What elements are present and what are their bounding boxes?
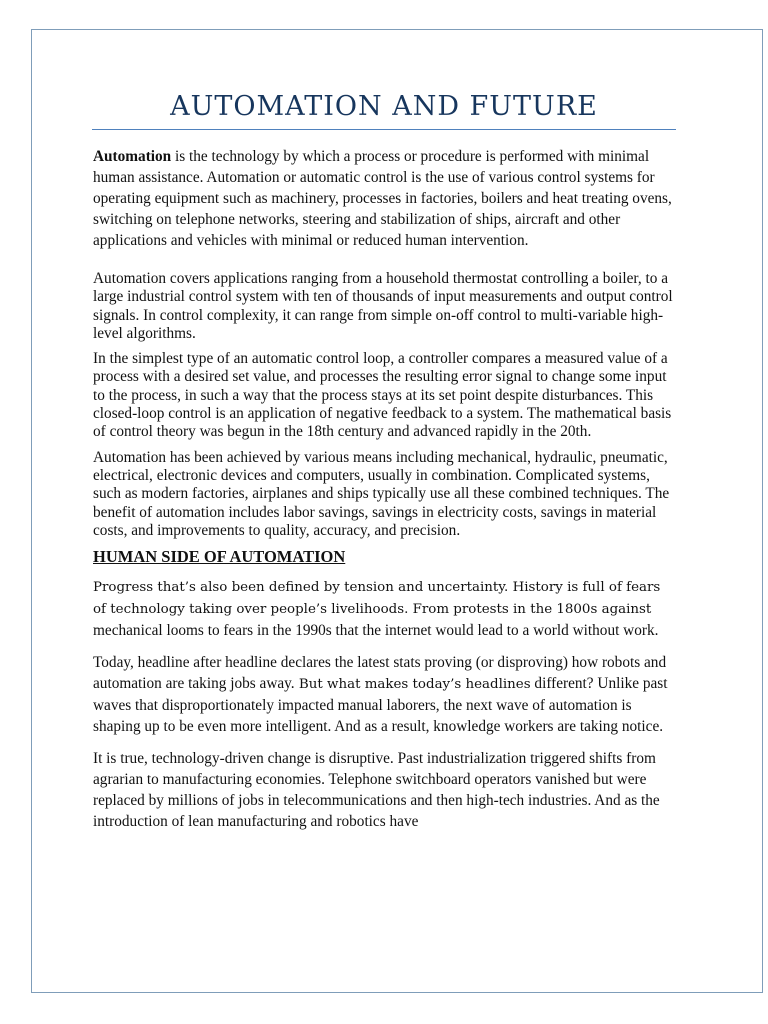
progress-text: mechanical looms to fears in the 1990s that the internet would lead to a world without work. — [93, 622, 659, 640]
paragraph-progress — [93, 576, 675, 641]
document-body — [93, 146, 675, 832]
paragraph-today — [93, 652, 675, 737]
today-text-rest: different? Unlike past waves that disproportionately impacted manual laborers, the next wave of automation is shaping up to be even more intelligent. And as a result, knowledge workers are taking notice. — [93, 675, 668, 736]
title-rule — [92, 129, 676, 130]
term-automation: Automation — [93, 148, 172, 165]
paragraph-disruptive: It is true, technology-driven change is disruptive. Past industrialization triggered shifts from agrarian to manufacturing economies. Telephone switchboard operators vanished but were replaced by millions of jobs in telecommunications and then high-tech industries. And as the introduction of lean manufacturing and robotics have — [93, 750, 660, 831]
today-text-alt: But what makes today’s headlines — [294, 677, 531, 693]
progress-text-alt: Progress that’s also been defined by tension and uncertainty. History is full of fears of technology taking over people’s livelihoods. From protests in the 1800s against — [93, 580, 661, 618]
definition-text: is the technology by which a process or procedure is performed with minimal human assistance. Automation or automatic control is the use of various control systems for operating equipment such as machinery, processes in factories, boilers and heat treating ovens, switching on telephone networks, steering and stabilization of ships, aircraft and other applications and vehicles with minimal or reduced human intervention. — [93, 148, 672, 249]
today-text-start: Today, headline after headline declares the latest stats proving (or disproving) how robots and automation are taking jobs away. — [93, 654, 667, 693]
paragraph-applications: Automation covers applications ranging from a household thermostat controlling a boiler, to a large industrial control system with ten of thousands of input measurements and output control signals. In control complexity, it can range from simple on-off control to multi-variable high-level algorithms. — [93, 270, 673, 342]
page-title: AUTOMATION AND FUTURE — [170, 91, 598, 122]
paragraph-definition — [93, 146, 675, 251]
paragraph-control-loop: In the simplest type of an automatic control loop, a controller compares a measured value of a process with a desired set value, and processes the resulting error signal to change some input to the process, in such a way that the process stays at its set point despite disturbances. This closed-loop control is an application of negative feedback to a system. The mathematical basis of control theory was begun in the 18th century and advanced rapidly in the 20th. — [93, 350, 672, 441]
section-heading: HUMAN SIDE OF AUTOMATION — [93, 547, 346, 567]
paragraph-means: Automation has been achieved by various means including mechanical, hydraulic, pneumatic, electrical, electronic devices and computers, usually in combination. Complicated systems, such as modern factories, airplanes and ships typically use all these combined techniques. The benefit of automation includes labor savings, savings in electricity costs, savings in material costs, and improvements to quality, accuracy, and precision. — [93, 448, 670, 539]
